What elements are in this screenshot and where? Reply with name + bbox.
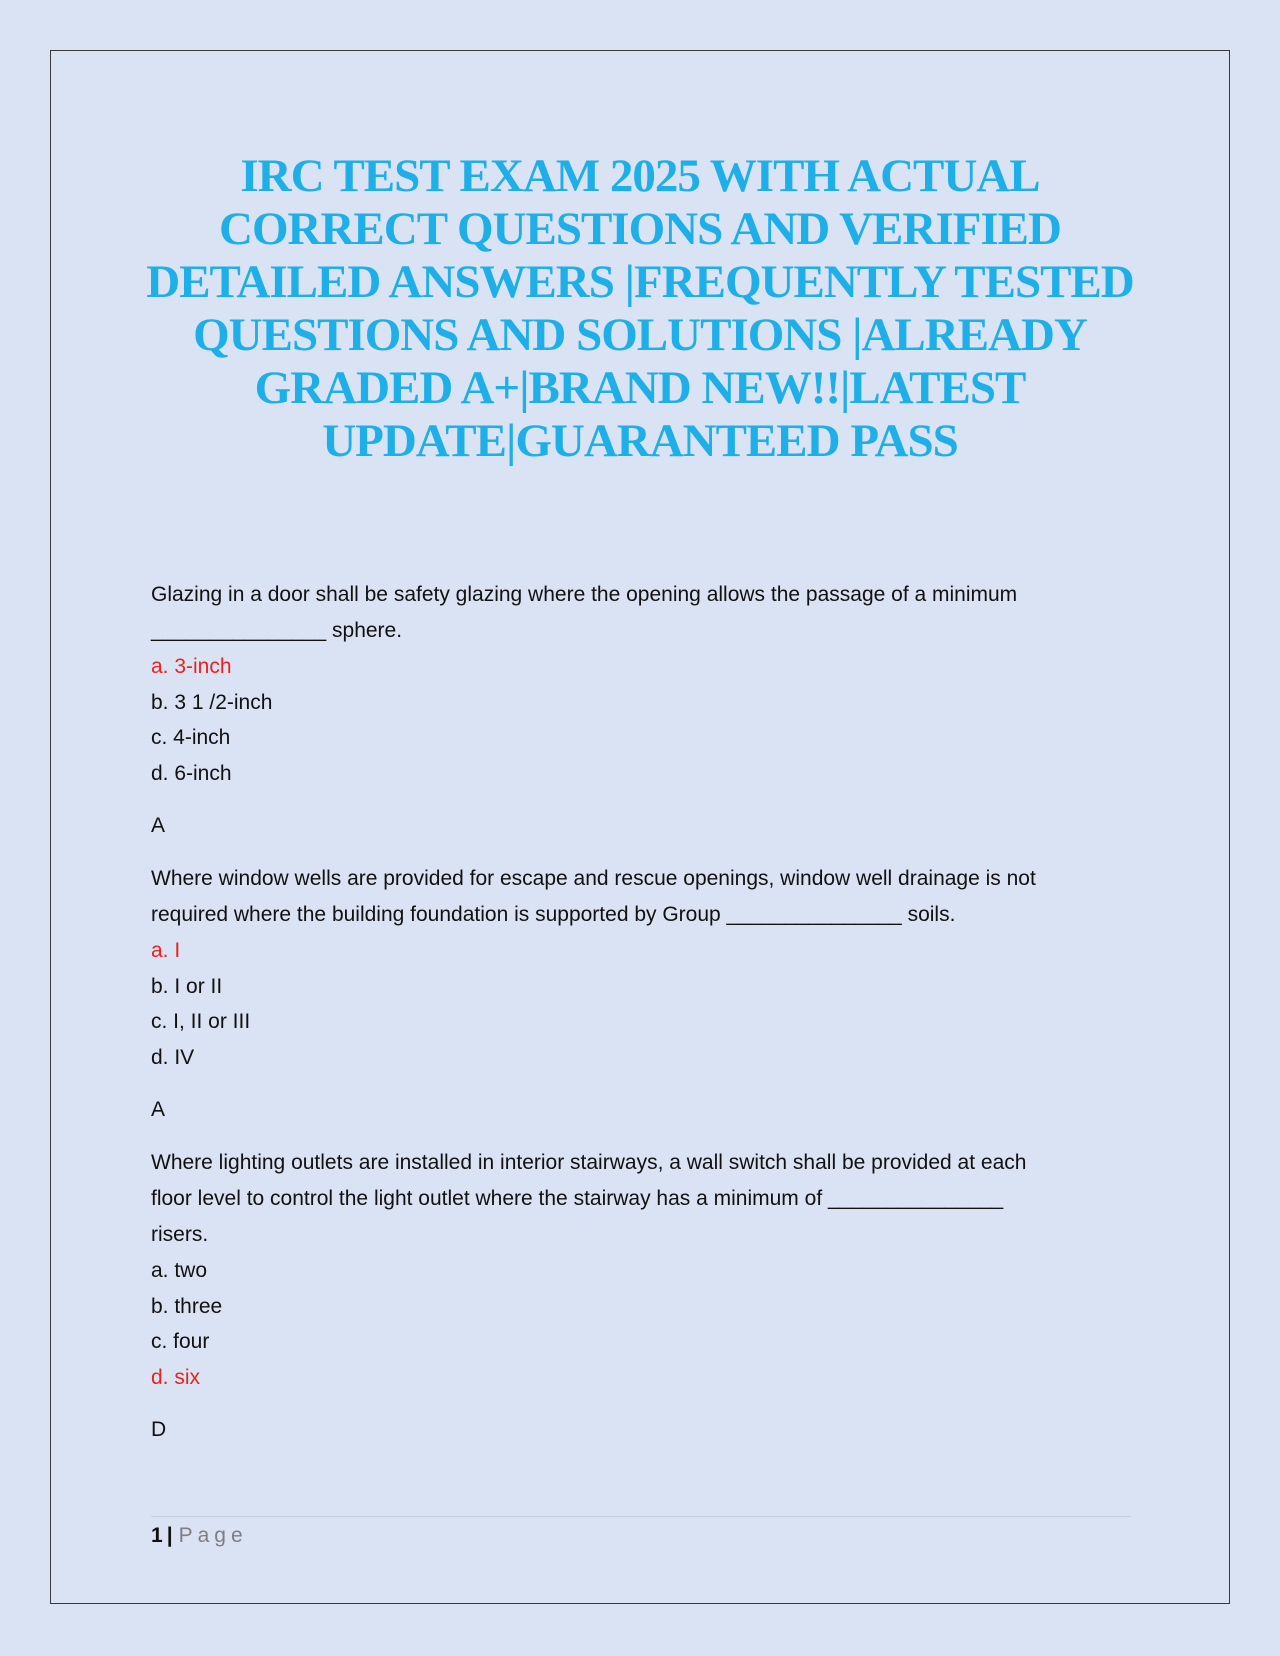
option-correct: d. six (151, 1365, 201, 1389)
question-block (151, 1145, 1141, 1448)
option: d. IV (151, 1045, 195, 1069)
option-correct: a. I (151, 939, 181, 962)
title-line: UPDATE|GUARANTEED PASS (322, 415, 958, 467)
question-line: Glazing in a door shall be safety glazing where the opening allows the passage of a minimum (151, 583, 1018, 606)
option: c. I, II or III (151, 1010, 251, 1033)
option: d. 6-inch (151, 761, 232, 785)
question-text (151, 861, 1141, 933)
question-line: Where window wells are provided for escape and rescue openings, window well drainage is not (151, 867, 1036, 890)
question-block (151, 861, 1141, 1128)
question-block (151, 577, 1141, 844)
question-text (151, 577, 1141, 649)
answer-key: D (151, 1418, 167, 1441)
option: b. 3 1 /2-inch (151, 690, 273, 714)
option-correct: a. 3-inch (151, 655, 232, 678)
question-line: required where the building foundation is supported by Group _______________ soils. (151, 903, 956, 926)
option: b. three (151, 1294, 223, 1318)
option: a. two (151, 1259, 208, 1282)
option: b. I or II (151, 974, 223, 998)
footer-divider (151, 1516, 1131, 1517)
question-text (151, 1145, 1141, 1253)
option: c. 4-inch (151, 726, 231, 749)
title-line: QUESTIONS AND SOLUTIONS |ALREADY (193, 309, 1087, 361)
page-label: Page (178, 1524, 248, 1547)
answer-key: A (151, 1098, 166, 1121)
page-number: 1 (151, 1524, 163, 1547)
question-line: risers. (151, 1223, 209, 1246)
question-list (151, 577, 1141, 1465)
title-line: GRADED A+|BRAND NEW!!|LATEST (254, 362, 1026, 414)
title-line: CORRECT QUESTIONS AND VERIFIED (219, 203, 1061, 255)
title-line: DETAILED ANSWERS |FREQUENTLY TESTED (146, 256, 1134, 308)
question-line: floor level to control the light outlet where the stairway has a minimum of _______________ (151, 1187, 1004, 1210)
page-footer (151, 1522, 248, 1550)
question-line: Where lighting outlets are installed in interior stairways, a wall switch shall be provided at each (151, 1151, 1027, 1174)
document-title (140, 150, 1140, 468)
option: c. four (151, 1330, 210, 1353)
question-line: _______________ sphere. (151, 619, 403, 642)
footer-separator: | (166, 1524, 173, 1547)
title-line: IRC TEST EXAM 2025 WITH ACTUAL (240, 150, 1040, 202)
answer-key: A (151, 814, 166, 837)
